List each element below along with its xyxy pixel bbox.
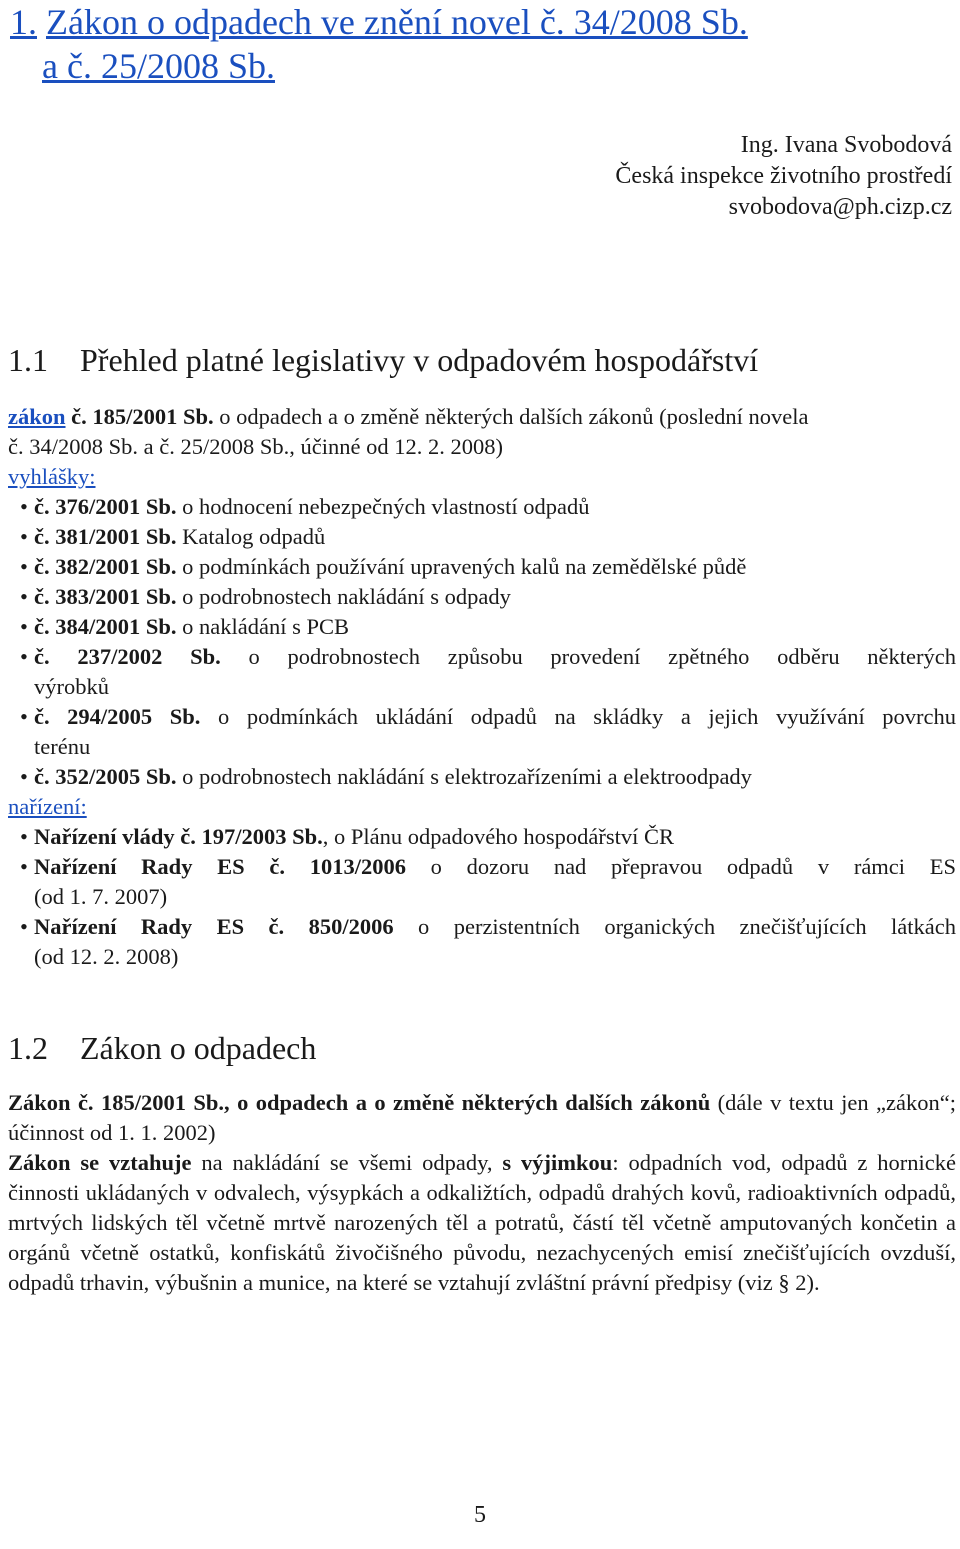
bullet-icon: • [20,914,28,939]
bullet-icon: • [20,764,28,789]
section-number: 1.1 [8,342,48,378]
bullet-icon: • [20,584,28,609]
zakon-desc-1: o odpadech a o změně některých dalších zákonů (poslední novela [219,404,809,429]
bullet-icon: • [20,644,28,669]
paragraph-zakon-intro: Zákon č. 185/2001 Sb., o odpadech a o změně některých dalších zákonů (dále v textu jen „zákon“; účinnost od 1. 1. 2002) [8,1090,956,1145]
zakon-ref: č. 185/2001 Sb. [71,404,214,429]
list-item-continuation: (od 1. 7. 2007) [34,884,168,909]
bullet-icon: • [20,554,28,579]
vyhlasky-label: vyhlášky: [8,464,96,489]
author-name: Ing. Ivana Svobodová [740,132,952,158]
zakon-line-2: č. 34/2008 Sb. a č. 25/2008 Sb., účinné od 12. 2. 2008) [8,434,503,459]
section-heading-1-2 [8,1028,316,1068]
narizeni-label: nařízení: [8,794,87,819]
zakon-line-1 [8,402,808,432]
list-item: • č. 383/2001 Sb. o podrobnostech nakládání s odpady [34,582,956,612]
list-item-continuation: výrobků [34,674,109,699]
title-number: 1. [10,2,37,42]
bullet-icon: • [20,524,28,549]
section-title: Přehled platné legislativy v odpadovém hospodářství [80,342,759,378]
bullet-icon: • [20,614,28,639]
list-item: • č. 381/2001 Sb. Katalog odpadů [34,522,956,552]
list-item: • Nařízení vlády č. 197/2003 Sb., o Plánu odpadového hospodářství ČR [34,822,956,852]
bullet-icon: • [20,494,28,519]
list-item: • č. 237/2002 Sb. o podrobnostech způsobu provedení zpětného odběru některých [34,642,956,672]
title-line-1: Zákon o odpadech ve znění novel č. 34/2008 Sb. [46,2,748,42]
list-item: • Nařízení Rady ES č. 850/2006 o perzistentních organických znečišťujících látkách [34,912,956,942]
page-title[interactable] [10,0,950,88]
list-item: • č. 382/2001 Sb. o podmínkách používání upravených kalů na zemědělské půdě [34,552,956,582]
zakon-link[interactable]: zákon [8,404,66,429]
author-organization: Česká inspekce životního prostředí [615,163,952,189]
section-number: 1.2 [8,1030,48,1066]
list-item: • č. 376/2001 Sb. o hodnocení nebezpečných vlastností odpadů [34,492,956,522]
author-block [615,130,952,223]
list-item: • č. 384/2001 Sb. o nakládání s PCB [34,612,956,642]
page-number: 5 [474,1502,486,1528]
paragraph-zakon-scope: Zákon se vztahuje na nakládání se všemi odpady, s výjimkou: odpadních vod, odpadů z hornické činnosti ukládaných v odvalech, výsypkách a odkaližtích, odpadů drahých kovů, radioaktivních odpadů, mrtvých lidských těl včetně mrtvě narozených těl a potratů, částí těl včetně amputovaných končetin a orgánů včetně ostatků, konfiskátů živočišného původu, nezachycených emisí znečišťujících ovzduší, odpadů trhavin, výbušnin a munice, na které se vztahují zvláštní právní předpisy (viz § 2). [8,1150,957,1295]
list-item-continuation: terénu [34,734,91,759]
title-line-2: a č. 25/2008 Sb. [42,46,275,86]
list-item: • č. 352/2005 Sb. o podrobnostech nakládání s elektrozařízeními a elektroodpady [34,762,956,792]
bullet-icon: • [20,704,28,729]
list-item: • Nařízení Rady ES č. 1013/2006 o dozoru nad přepravou odpadů v rámci ES [34,852,956,882]
author-email: svobodova@ph.cizp.cz [728,194,952,220]
list-item: • č. 294/2005 Sb. o podmínkách ukládání odpadů na skládky a jejich využívání povrchu [34,702,956,732]
bullet-icon: • [20,824,28,849]
section-heading-1-1 [8,340,758,380]
section-title: Zákon o odpadech [80,1030,317,1066]
bullet-icon: • [20,854,28,879]
list-item-continuation: (od 12. 2. 2008) [34,944,179,969]
